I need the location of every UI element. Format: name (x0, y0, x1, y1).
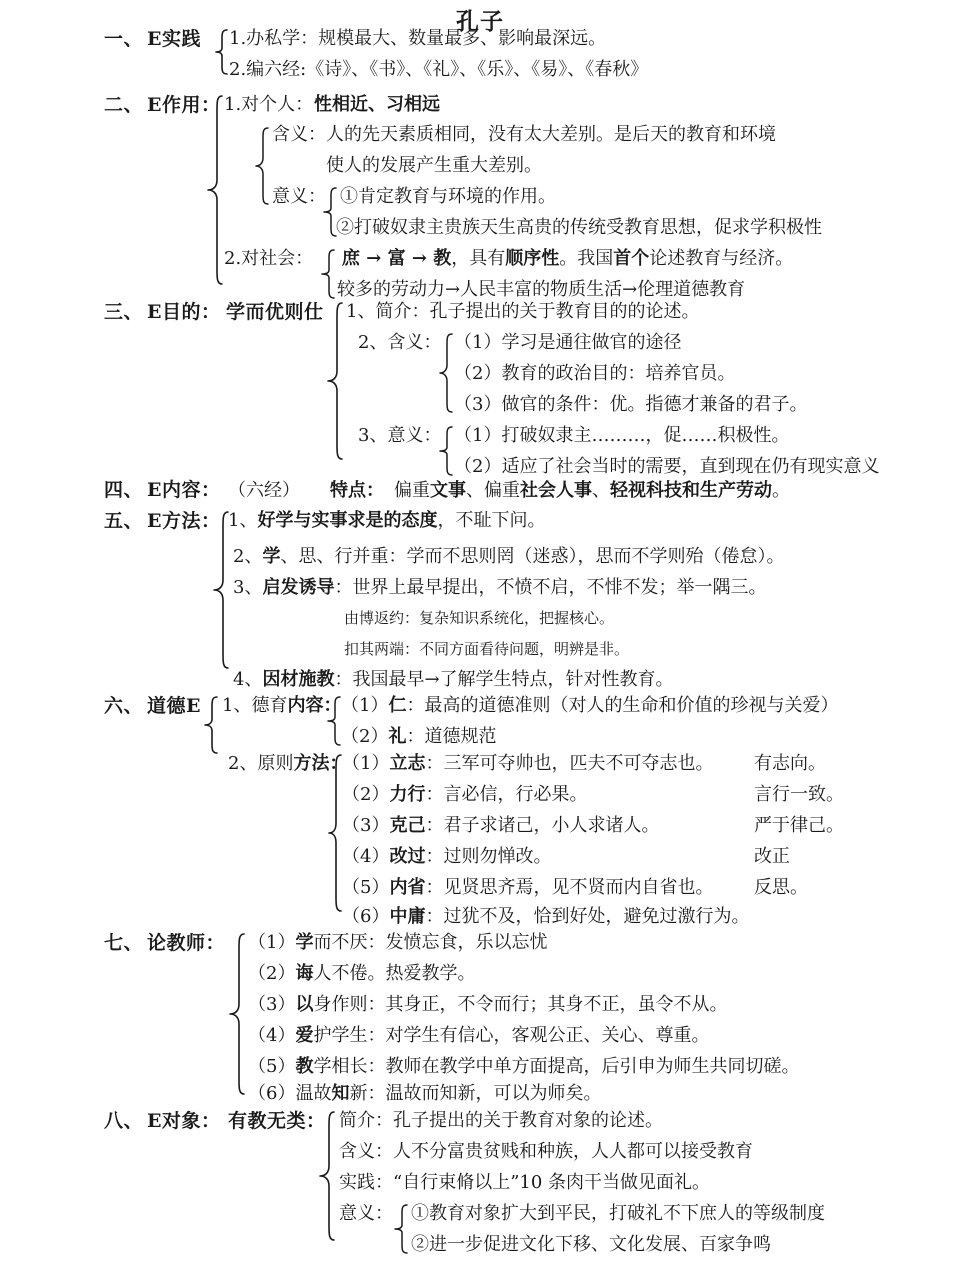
brace-section-8 (318, 1110, 336, 1242)
section-1-heading: E实践 (147, 28, 201, 50)
section-7-teacher-row: （5）教学相长：教师在教学中单方面提高，后引申为师生共同切磋。 (248, 1056, 800, 1077)
section-6-principle-right: 有志向。 (754, 753, 826, 774)
section-2-item2-label: 2.对社会： (224, 248, 314, 269)
section-3-hanyi-item-1: （1）学习是通往做官的途径 (454, 332, 682, 353)
section-1-item-2: 2.编六经:《诗》、《书》、《礼》、《乐》、《易》、《春秋》 (229, 59, 649, 80)
section-7-teacher-row: （2）诲人不倦。热爱教学。 (248, 963, 476, 984)
section-2-society-line-1: 庶 → 富 → 教，具有顺序性。我国首个论述教育与经济。 (342, 248, 794, 269)
section-2-yiyi-label: 意义： (272, 186, 326, 207)
section-6-principle-right: 严于律己。 (754, 815, 844, 836)
section-5-method-1: 1、好学与实事求是的态度，不耻下问。 (228, 510, 546, 531)
section-6-principle-row: （4）改过：过则勿惮改。 (342, 846, 552, 867)
section-8-significance-item-1: ①教育对象扩大到平民，打破礼不下庶人的等级制度 (411, 1203, 825, 1224)
section-6-group-1-label: 1、德育内容： (222, 695, 342, 716)
brace-section-6-deyu (326, 695, 342, 747)
section-6-group-2-label: 2、原则方法： (228, 753, 348, 774)
section-2-hanyi-label: 含义： (272, 124, 326, 145)
section-3-hanyi-item-3: （3）做官的条件：优。指德才兼备的君子。 (454, 394, 808, 415)
section-2-yiyi-item-2: ②打破奴隶主贵族天生高贵的传统受教育思想，促求学积极性 (336, 217, 822, 238)
section-2-hanyi-line-2: 使人的发展产生重大差别。 (326, 155, 542, 176)
section-7-number: 七、 (104, 932, 144, 954)
section-6-principle-right: 改正 (754, 846, 790, 867)
section-2-item1-label: 1.对个人： (224, 94, 314, 115)
brace-section-2-individual (254, 126, 270, 206)
section-7-teacher-row: （1）学而不厌：发愤忘食，乐以忘忧 (248, 932, 548, 953)
section-6-number: 六、 (104, 695, 144, 717)
section-2-number: 二、 (104, 94, 144, 116)
section-5-heading: E方法： (147, 510, 221, 532)
section-7-teacher-row: （4）爱护学生：对学生有信心，客观公正、关心、尊重。 (248, 1025, 710, 1046)
section-8-heading-value: 有教无类： (228, 1110, 326, 1132)
section-4-heading: E内容： (147, 479, 221, 501)
section-2-item1-value: 性相近、习相远 (314, 94, 440, 115)
section-6-principle-row: （1）立志：三军可夺帅也，匹夫不可夺志也。 (342, 753, 714, 774)
section-4-tedian-value: 偏重文事、偏重社会人事、轻视科技和生产劳动。 (394, 480, 790, 501)
brace-section-3-hanyi (438, 332, 454, 414)
society-chain: 庶 → 富 → 教 (342, 248, 452, 269)
section-6-principle-right: 言行一致。 (754, 784, 844, 805)
section-4-tedian-label: 特点： (330, 480, 384, 501)
brace-section-5 (212, 510, 230, 670)
section-3-heading-value: 学而优则仕 (226, 301, 324, 323)
brace-section-7 (228, 932, 246, 1096)
section-5-sub-1: 由博返约：复杂知识系统化，把握核心。 (344, 609, 615, 627)
section-5-method-3: 3、启发诱导：世界上最早提出，不愤不启，不悱不发；举一隅三。 (233, 577, 767, 598)
section-3-yiyi-item-1: （1）打破奴隶主………，促……积极性。 (454, 425, 790, 446)
section-3-hanyi-label: 2、含义： (358, 332, 442, 353)
brace-section-6-principles (327, 753, 343, 913)
section-8-number: 八、 (104, 1110, 144, 1132)
section-3-number: 三、 (104, 301, 144, 323)
section-4-paren: （六经） (228, 480, 300, 501)
brace-section-3-yiyi (438, 425, 454, 477)
brace-section-6 (203, 695, 219, 755)
section-2-hanyi-line-1: 人的先天素质相同，没有太大差别。是后天的教育和环境 (326, 124, 776, 145)
section-1-number: 一、 (104, 28, 144, 50)
section-6-deyu-item-2: （2）礼：道德规范 (341, 726, 497, 747)
section-4-number: 四、 (104, 479, 144, 501)
brace-section-2 (206, 94, 224, 286)
section-8-row-significance-label: 意义： (339, 1203, 393, 1224)
section-6-deyu-item-1: （1）仁：最高的道德准则（对人的生命和价值的珍视与关爱） (341, 695, 839, 716)
section-5-sub-2: 扣其两端：不同方面看待问题，明辨是非。 (344, 640, 630, 658)
section-7-teacher-row: （3）以身作则：其身正，不令而行；其身不正，虽令不从。 (248, 994, 728, 1015)
section-5-method-2: 2、学、思、行并重：学而不思则罔（迷惑），思而不学则殆（倦怠）。 (233, 546, 785, 567)
section-7-teacher-row: （6）温故知新：温故而知新，可以为师矣。 (248, 1083, 602, 1104)
section-2-yiyi-item-1: ①肯定教育与环境的作用。 (340, 186, 556, 207)
section-8-significance-item-2: ②进一步促进文化下移、文化发展、百家争鸣 (411, 1234, 771, 1255)
section-6-heading: 道德E (147, 695, 201, 717)
section-8-row-practice: 实践：“自行束脩以上”10 条肉干当做见面礼。 (339, 1172, 711, 1193)
section-3-heading: E目的： (147, 301, 221, 323)
section-3-hanyi-item-2: （2）教育的政治目的：培养官员。 (454, 363, 736, 384)
page-title: 孔子 (456, 8, 504, 35)
section-6-principle-row: （2）力行：言必信，行必果。 (342, 784, 588, 805)
section-8-row-meaning: 含义：人不分富贵贫贱和种族，人人都可以接受教育 (339, 1141, 753, 1162)
section-5-method-4: 4、因材施教：我国最早→了解学生特点，针对性教育。 (233, 669, 674, 690)
brace-section-1 (213, 28, 229, 76)
section-2-heading: E作用： (147, 94, 221, 116)
section-6-principle-right: 反思。 (754, 877, 808, 898)
section-3-intro: 1、简介：孔子提出的关于教育目的的论述。 (346, 301, 700, 322)
section-2-society-line-2: 较多的劳动力→人民丰富的物质生活→伦理道德教育 (337, 279, 746, 300)
section-6-principle-row: （5）内省：见贤思齐焉，见不贤而内自省也。 (342, 877, 714, 898)
brace-section-2-society (320, 248, 336, 300)
section-3-yiyi-label: 3、意义： (358, 425, 442, 446)
brace-section-8-yiyi (393, 1203, 409, 1255)
section-6-principle-row: （3）克己：君子求诸己，小人求诸人。 (342, 815, 660, 836)
section-8-row-intro: 简介：孔子提出的关于教育对象的论述。 (339, 1110, 663, 1131)
section-8-heading: E对象： (147, 1110, 221, 1132)
section-1-item-1: 1.办私学：规模最大、数量最多、影响最深远。 (229, 28, 607, 49)
section-3-yiyi-item-2: （2）适应了社会当时的需要，直到现在仍有现实意义 (454, 456, 880, 477)
section-6-principle-row: （6）中庸：过犹不及，恰到好处，避免过激行为。 (342, 906, 750, 927)
brace-section-3 (326, 301, 344, 461)
section-5-number: 五、 (104, 510, 144, 532)
section-7-heading: 论教师： (147, 932, 226, 954)
